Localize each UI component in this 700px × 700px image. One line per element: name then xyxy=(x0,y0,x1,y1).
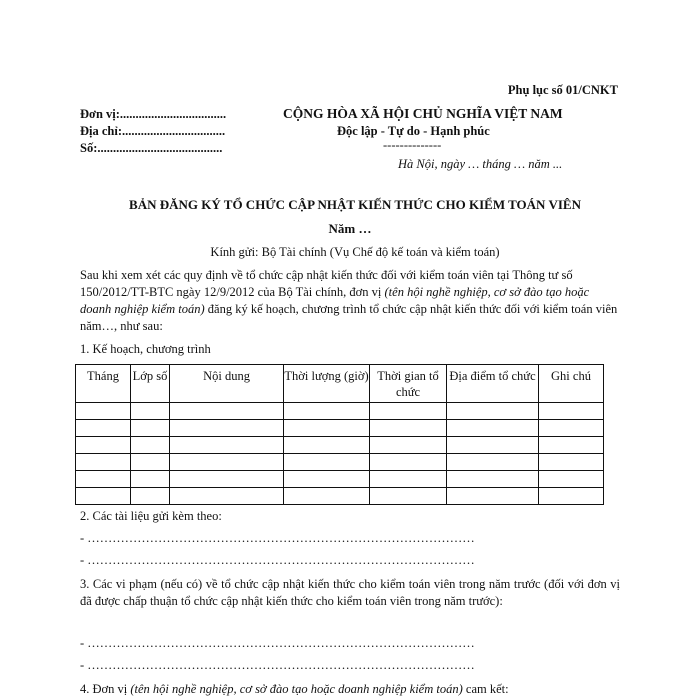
table-row xyxy=(76,488,604,505)
section1-heading: 1. Kế hoạch, chương trình xyxy=(80,342,211,356)
table-cell xyxy=(284,437,370,454)
table-cell xyxy=(131,437,170,454)
table-cell xyxy=(284,471,370,488)
document-year: Năm … xyxy=(328,221,372,236)
table-cell xyxy=(370,454,447,471)
address-field: Địa chỉ:................................. xyxy=(80,124,226,138)
table-cell xyxy=(76,471,131,488)
motto: Độc lập - Tự do - Hạnh phúc xyxy=(337,124,490,138)
table-cell xyxy=(170,403,284,420)
section2-heading: 2. Các tài liệu gửi kèm theo: xyxy=(80,509,222,523)
date-line: Hà Nội, ngày … tháng … năm ... xyxy=(398,157,563,171)
section4-text xyxy=(80,682,509,697)
col-note: Ghi chú xyxy=(539,365,604,403)
table-header-row xyxy=(76,365,604,403)
table-cell xyxy=(284,420,370,437)
table-cell xyxy=(447,488,539,505)
section3-line: - ………………………………………………………………………………… xyxy=(80,636,475,650)
section4-italic: (tên hội nghề nghiệp, cơ sở đào tạo hoặc doanh nghiệp kiểm toán) xyxy=(130,682,463,696)
table-row xyxy=(76,403,604,420)
table-cell xyxy=(284,403,370,420)
table-cell xyxy=(539,471,604,488)
col-location: Địa điểm tổ chức xyxy=(447,365,539,403)
table-cell xyxy=(539,488,604,505)
table-cell xyxy=(370,471,447,488)
table-cell xyxy=(370,437,447,454)
col-class: Lớp số xyxy=(131,365,170,403)
table-cell xyxy=(284,454,370,471)
col-duration: Thời lượng (giờ) xyxy=(284,365,370,403)
intro-text-end: đăng ký kế hoạch, chương trình tổ chức cập nhật kiến thức đối với kiểm toán viên năm…, như sau: xyxy=(80,302,618,333)
col-time: Thời gian tổ chức xyxy=(370,365,447,403)
table-cell xyxy=(284,488,370,505)
table-cell xyxy=(447,420,539,437)
col-month: Tháng xyxy=(76,365,131,403)
table-cell xyxy=(447,454,539,471)
table-cell xyxy=(76,437,131,454)
section4-prefix: 4. Đơn vị xyxy=(80,682,131,696)
unit-field: Đơn vị:.................................. xyxy=(80,107,227,121)
col-content: Nội dung xyxy=(170,365,284,403)
table-cell xyxy=(447,403,539,420)
table-cell xyxy=(76,420,131,437)
intro-paragraph xyxy=(80,267,620,335)
table-cell xyxy=(370,488,447,505)
section2-line: - ………………………………………………………………………………… xyxy=(80,553,475,567)
table-cell xyxy=(447,437,539,454)
table-cell xyxy=(131,420,170,437)
table-cell xyxy=(539,403,604,420)
table-cell xyxy=(170,437,284,454)
nation-heading: CỘNG HÒA XÃ HỘI CHỦ NGHĨA VIỆT NAM xyxy=(283,106,563,121)
table-cell xyxy=(131,403,170,420)
table-cell xyxy=(170,471,284,488)
table-cell xyxy=(76,488,131,505)
table-cell xyxy=(131,454,170,471)
number-field: Số:........................................ xyxy=(80,141,223,155)
table-cell xyxy=(539,454,604,471)
section3-line: - ………………………………………………………………………………… xyxy=(80,658,475,672)
table-row xyxy=(76,471,604,488)
table-cell xyxy=(447,471,539,488)
recipient-line: Kính gửi: Bộ Tài chính (Vụ Chế độ kế toán và kiểm toán) xyxy=(210,245,500,259)
table-cell xyxy=(76,454,131,471)
table-cell xyxy=(370,403,447,420)
table-cell xyxy=(370,420,447,437)
table-cell xyxy=(131,488,170,505)
table-cell xyxy=(539,437,604,454)
table-row xyxy=(76,454,604,471)
section2-line: - ………………………………………………………………………………… xyxy=(80,531,475,545)
table-cell xyxy=(76,403,131,420)
intro-italic: (tên hội nghề nghiệp, cơ sở đào tạo hoặc doanh nghiệp kiểm toán) xyxy=(80,285,590,316)
table-cell xyxy=(170,454,284,471)
intro-text: Sau khi xem xét các quy định về tổ chức cập nhật kiến thức đối với kiểm toán viên tại Thông tư số 150/2012/TT-BTC ngày 12/9/2012 của Bộ Tài chính, đơn vị xyxy=(80,268,573,299)
section3-text: 3. Các vi phạm (nếu có) về tổ chức cập nhật kiến thức cho kiểm toán viên trong năm trước (đối với đơn vị đã được chấp thuận tổ chức cập nhật kiến thức cho kiểm toán viên trong năm trước): xyxy=(80,577,620,608)
plan-table xyxy=(75,364,604,505)
header-divider: -------------- xyxy=(383,138,442,152)
table-row xyxy=(76,420,604,437)
table-row xyxy=(76,437,604,454)
table-cell xyxy=(539,420,604,437)
section4-suffix: cam kết: xyxy=(462,682,509,696)
table-cell xyxy=(131,471,170,488)
document-title: BẢN ĐĂNG KÝ TỔ CHỨC CẬP NHẬT KIẾN THỨC CHO KIỂM TOÁN VIÊN xyxy=(129,197,581,212)
appendix-label: Phụ lục số 01/CNKT xyxy=(507,83,618,97)
table-cell xyxy=(170,420,284,437)
table-cell xyxy=(170,488,284,505)
